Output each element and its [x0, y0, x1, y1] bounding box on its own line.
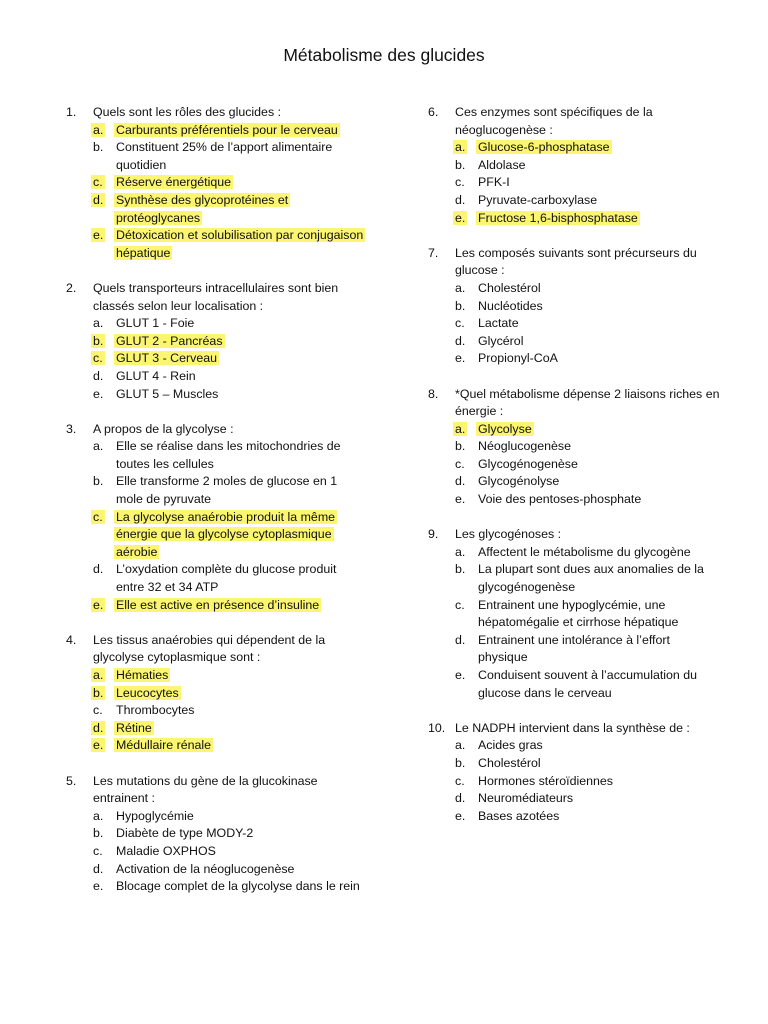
- option-label: PFK-I: [478, 175, 510, 190]
- right-column: [428, 104, 720, 843]
- answer-option: [66, 174, 366, 192]
- answer-option: [428, 773, 720, 791]
- question-header: [66, 280, 366, 315]
- option-letter-text: a.: [93, 808, 104, 823]
- answer-option: [66, 473, 366, 508]
- option-text: [478, 280, 720, 298]
- question-number: 1.: [66, 105, 77, 119]
- answer-option: [428, 544, 720, 562]
- option-text: [478, 350, 720, 368]
- option-letter: [428, 421, 478, 439]
- question-block: [66, 632, 366, 755]
- option-text: [478, 157, 720, 175]
- option-letter-text: d.: [93, 368, 104, 383]
- highlighted-answer: Hématies: [116, 668, 169, 682]
- answer-option: [428, 280, 720, 298]
- answer-option: [428, 561, 720, 596]
- option-text: [116, 333, 366, 351]
- option-letter-text: a.: [455, 544, 466, 559]
- option-letter-text: d.: [455, 333, 466, 348]
- question-block: [66, 421, 366, 615]
- question-number: 9.: [428, 527, 439, 542]
- option-label: Constituent 25% de l’apport alimentaire quotidien: [116, 140, 333, 172]
- option-letter-text: a.: [455, 421, 466, 436]
- option-label: Bases azotées: [478, 808, 560, 823]
- option-label: Thrombocytes: [116, 703, 195, 718]
- highlighted-answer: Rétine: [116, 720, 152, 735]
- option-letter: [428, 174, 478, 192]
- option-letter: [428, 790, 478, 808]
- option-letter: [428, 632, 478, 667]
- option-letter: [66, 597, 116, 615]
- highlighted-answer: Carburants préférentiels pour le cerveau: [116, 122, 338, 137]
- question-text: A propos de la glycolyse :: [93, 421, 234, 436]
- option-label: Acides gras: [478, 738, 543, 753]
- option-label: Pyruvate-carboxylase: [478, 192, 598, 207]
- option-letter-text: a.: [455, 140, 466, 155]
- answer-option: [66, 737, 366, 755]
- option-text: [116, 561, 366, 596]
- option-letter-text: e.: [455, 668, 466, 682]
- answer-option: [66, 861, 366, 879]
- option-label: Elle se réalise dans les mitochondries de toutes les cellules: [116, 439, 341, 471]
- option-text: [478, 773, 720, 791]
- option-letter-text: d.: [93, 562, 104, 577]
- option-letter-text: b.: [93, 140, 104, 155]
- option-letter: [428, 192, 478, 210]
- highlighted-answer: Synthèse des glycoprotéines et protéoglycanes: [116, 192, 289, 225]
- option-text: [478, 491, 720, 509]
- answer-option: [66, 597, 366, 615]
- option-label: GLUT 1 - Foie: [116, 316, 195, 331]
- answer-option: [428, 456, 720, 474]
- option-letter: [428, 737, 478, 755]
- page-title: Métabolisme des glucides: [283, 45, 485, 65]
- option-letter: [66, 720, 116, 738]
- option-label: Néoglucogenèse: [478, 439, 572, 454]
- answer-option: [428, 491, 720, 509]
- option-letter: [66, 333, 116, 351]
- option-text: [116, 139, 366, 174]
- question-number: 2.: [66, 280, 77, 295]
- option-letter-text: b.: [455, 562, 466, 577]
- answer-option: [428, 315, 720, 333]
- option-text: [478, 667, 720, 702]
- option-label: Entrainent une hypoglycémie, une hépatomégalie et cirrhose hépatique: [478, 597, 679, 630]
- option-letter-text: a.: [93, 316, 104, 331]
- question-number: 3.: [66, 421, 77, 436]
- left-column: [66, 104, 366, 913]
- answer-option: [66, 438, 366, 473]
- answer-option: [428, 350, 720, 368]
- option-letter-text: c.: [93, 843, 103, 858]
- question-header: [428, 720, 720, 738]
- option-letter: [66, 509, 116, 562]
- question-block: [66, 104, 366, 262]
- option-letter: [428, 157, 478, 175]
- option-label: Activation de la néoglucogenèse: [116, 861, 295, 876]
- question-text: Le NADPH intervient dans la synthèse de :: [455, 720, 690, 735]
- answer-option: [428, 632, 720, 667]
- option-letter: [428, 667, 478, 702]
- question-text: Les tissus anaérobies qui dépendent de la glycolyse cytoplasmique sont :: [93, 632, 326, 665]
- option-letter-text: e.: [93, 879, 104, 894]
- option-letter-text: e.: [93, 597, 104, 612]
- option-letter-text: a.: [455, 738, 466, 753]
- option-letter: [428, 350, 478, 368]
- question-number: 8.: [428, 386, 439, 401]
- option-letter: [66, 386, 116, 404]
- answer-option: [66, 139, 366, 174]
- option-text: [478, 808, 720, 826]
- question-block: [428, 526, 720, 702]
- answer-option: [428, 597, 720, 632]
- answer-option: [66, 227, 366, 262]
- option-letter-text: c.: [455, 773, 465, 788]
- option-letter: [66, 139, 116, 174]
- option-letter-text: b.: [455, 755, 466, 770]
- answer-option: [66, 561, 366, 596]
- highlighted-answer: Détoxication et solubilisation par conjugaison hépatique: [116, 228, 364, 260]
- option-label: Cholestérol: [478, 280, 541, 295]
- answer-option: [428, 157, 720, 175]
- answer-option: [66, 386, 366, 404]
- option-letter-text: d.: [455, 791, 466, 806]
- question-block: [428, 386, 720, 509]
- option-letter: [66, 702, 116, 720]
- option-text: [478, 333, 720, 351]
- option-label: Conduisent souvent à l’accumulation du glucose dans le cerveau: [478, 668, 698, 700]
- question-text: Quels sont les rôles des glucides :: [93, 105, 282, 119]
- option-letter-text: a.: [93, 439, 104, 454]
- option-letter-text: c.: [455, 316, 465, 331]
- option-text: [116, 597, 366, 615]
- option-text: [478, 544, 720, 562]
- option-text: [478, 561, 720, 596]
- option-text: [116, 386, 366, 404]
- option-text: [478, 737, 720, 755]
- option-letter: [428, 298, 478, 316]
- option-text: [478, 632, 720, 667]
- highlighted-answer: Fructose 1,6-bisphosphatase: [478, 210, 638, 225]
- highlighted-answer: Glucose-6-phosphatase: [478, 140, 610, 155]
- option-letter: [66, 843, 116, 861]
- answer-option: [66, 333, 366, 351]
- answer-option: [428, 421, 720, 439]
- option-label: Affectent le métabolisme du glycogène: [478, 544, 691, 559]
- option-letter: [66, 878, 116, 896]
- option-letter-text: d.: [455, 632, 466, 647]
- answer-option: [428, 790, 720, 808]
- question-text: Les mutations du gène de la glucokinase entrainent :: [93, 773, 318, 806]
- option-letter: [428, 438, 478, 456]
- answer-option: [428, 139, 720, 157]
- option-letter: [428, 473, 478, 491]
- option-letter-text: b.: [93, 685, 104, 700]
- option-text: [478, 597, 720, 632]
- answer-option: [428, 473, 720, 491]
- option-letter-text: e.: [93, 386, 104, 401]
- question-header: [66, 104, 366, 122]
- option-letter: [66, 122, 116, 140]
- question-header: [66, 421, 366, 439]
- option-letter: [66, 350, 116, 368]
- option-text: [116, 122, 366, 140]
- option-text: [116, 825, 366, 843]
- answer-option: [66, 122, 366, 140]
- option-label: Glycogénogenèse: [478, 456, 578, 471]
- option-letter-text: d.: [93, 192, 104, 207]
- option-letter: [428, 333, 478, 351]
- option-letter: [66, 685, 116, 703]
- option-text: [116, 174, 366, 192]
- option-letter: [66, 861, 116, 879]
- option-letter-text: e.: [455, 210, 466, 225]
- option-letter: [66, 808, 116, 826]
- question-header: [428, 526, 720, 544]
- option-letter-text: d.: [455, 192, 466, 207]
- question-header: [66, 632, 366, 667]
- answer-option: [428, 192, 720, 210]
- option-letter: [66, 174, 116, 192]
- highlighted-answer: Médullaire rénale: [116, 738, 212, 753]
- option-letter-text: b.: [455, 439, 466, 454]
- option-label: Glycérol: [478, 333, 524, 348]
- option-text: [478, 139, 720, 157]
- option-text: [478, 174, 720, 192]
- option-text: [478, 210, 720, 228]
- option-letter: [428, 808, 478, 826]
- option-text: [478, 192, 720, 210]
- option-label: GLUT 5 – Muscles: [116, 386, 219, 401]
- option-label: Propionyl-CoA: [478, 351, 558, 366]
- option-label: Entrainent une intolérance à l’effort physique: [478, 632, 670, 665]
- option-letter-text: c.: [93, 351, 103, 366]
- highlighted-answer: GLUT 3 - Cerveau: [116, 351, 218, 366]
- answer-option: [428, 298, 720, 316]
- highlighted-answer: La glycolyse anaérobie produit la même énergie que la glycolyse cytoplasmique aérobie: [116, 509, 336, 559]
- highlighted-answer: Glycolyse: [478, 421, 532, 436]
- option-letter-text: c.: [93, 509, 103, 524]
- option-text: [116, 315, 366, 333]
- option-label: Blocage complet de la glycolyse dans le rein: [116, 879, 360, 894]
- option-letter-text: d.: [93, 720, 104, 735]
- option-text: [478, 755, 720, 773]
- answer-option: [428, 438, 720, 456]
- answer-option: [66, 720, 366, 738]
- highlighted-answer: Leucocytes: [116, 685, 179, 700]
- question-text: Ces enzymes sont spécifiques de la néoglucogenèse :: [455, 105, 653, 137]
- option-text: [116, 368, 366, 386]
- question-header: [66, 773, 366, 808]
- question-number: 7.: [428, 245, 439, 260]
- question-header: [428, 245, 720, 280]
- option-label: Elle transforme 2 moles de glucose en 1 mole de pyruvate: [116, 474, 338, 507]
- answer-option: [66, 192, 366, 227]
- option-letter: [66, 473, 116, 508]
- option-text: [116, 685, 366, 703]
- question-text: *Quel métabolisme dépense 2 liaisons riches en énergie :: [455, 386, 720, 419]
- question-block: [428, 720, 720, 826]
- answer-option: [428, 667, 720, 702]
- option-text: [116, 192, 366, 227]
- option-letter-text: e.: [93, 228, 104, 243]
- option-label: Hormones stéroïdiennes: [478, 773, 613, 788]
- option-letter: [66, 227, 116, 262]
- question-header: [428, 104, 720, 139]
- option-letter-text: e.: [455, 351, 466, 366]
- option-letter-text: b.: [455, 298, 466, 313]
- answer-option: [66, 685, 366, 703]
- option-letter: [66, 368, 116, 386]
- question-block: [66, 773, 366, 896]
- option-letter: [428, 315, 478, 333]
- answer-option: [428, 210, 720, 228]
- option-letter-text: b.: [93, 333, 104, 348]
- highlighted-answer: Réserve énergétique: [116, 175, 232, 190]
- option-text: [116, 438, 366, 473]
- question-number: 6.: [428, 105, 439, 119]
- option-letter-text: e.: [455, 808, 466, 823]
- option-text: [478, 298, 720, 316]
- option-text: [478, 421, 720, 439]
- option-text: [478, 473, 720, 491]
- answer-option: [66, 825, 366, 843]
- option-text: [116, 473, 366, 508]
- option-text: [116, 843, 366, 861]
- option-label: GLUT 4 - Rein: [116, 368, 196, 383]
- option-text: [478, 790, 720, 808]
- option-label: Neuromédiateurs: [478, 791, 574, 806]
- option-letter-text: a.: [93, 122, 104, 137]
- option-label: Diabète de type MODY-2: [116, 826, 254, 841]
- option-letter: [428, 210, 478, 228]
- answer-option: [428, 808, 720, 826]
- answer-option: [66, 667, 366, 685]
- answer-option: [66, 878, 366, 896]
- question-header: [428, 386, 720, 421]
- option-letter: [66, 192, 116, 227]
- option-letter: [66, 667, 116, 685]
- option-letter: [428, 773, 478, 791]
- option-letter: [66, 825, 116, 843]
- option-letter: [428, 456, 478, 474]
- option-label: Nucléotides: [478, 298, 543, 313]
- option-text: [116, 227, 366, 262]
- option-letter: [428, 280, 478, 298]
- option-text: [116, 737, 366, 755]
- option-letter: [66, 315, 116, 333]
- option-letter: [66, 438, 116, 473]
- option-label: Voie des pentoses-phosphate: [478, 492, 642, 507]
- answer-option: [428, 333, 720, 351]
- option-letter-text: c.: [455, 597, 465, 612]
- answer-option: [428, 737, 720, 755]
- option-text: [478, 456, 720, 474]
- option-letter: [428, 544, 478, 562]
- option-label: L’oxydation complète du glucose produit entre 32 et 34 ATP: [116, 562, 337, 595]
- answer-option: [428, 174, 720, 192]
- option-text: [116, 667, 366, 685]
- option-letter: [428, 561, 478, 596]
- option-label: Maladie OXPHOS: [116, 843, 216, 858]
- option-label: Cholestérol: [478, 755, 541, 770]
- answer-option: [428, 755, 720, 773]
- option-text: [116, 720, 366, 738]
- answer-option: [66, 808, 366, 826]
- option-letter-text: b.: [93, 474, 104, 489]
- option-letter-text: d.: [93, 861, 104, 876]
- option-text: [116, 861, 366, 879]
- highlighted-answer: Elle est active en présence d’insuline: [116, 597, 320, 612]
- option-letter: [428, 491, 478, 509]
- option-letter-text: b.: [455, 157, 466, 172]
- option-letter: [66, 561, 116, 596]
- option-text: [478, 438, 720, 456]
- option-label: Lactate: [478, 316, 519, 331]
- answer-option: [66, 509, 366, 562]
- highlighted-answer: GLUT 2 - Pancréas: [116, 333, 223, 348]
- option-letter-text: c.: [93, 175, 103, 190]
- option-letter-text: d.: [455, 474, 466, 489]
- answer-option: [66, 702, 366, 720]
- question-number: 4.: [66, 632, 77, 647]
- option-letter: [428, 139, 478, 157]
- option-letter-text: c.: [455, 175, 465, 190]
- option-letter-text: a.: [455, 280, 466, 295]
- option-label: Aldolase: [478, 157, 526, 172]
- option-letter-text: c.: [455, 456, 465, 471]
- option-letter-text: a.: [93, 668, 104, 682]
- question-text: Quels transporteurs intracellulaires sont bien classés selon leur localisation :: [93, 280, 339, 313]
- option-letter-text: b.: [93, 826, 104, 841]
- option-letter-text: e.: [93, 738, 104, 753]
- option-text: [116, 702, 366, 720]
- option-text: [116, 350, 366, 368]
- answer-option: [66, 315, 366, 333]
- option-letter: [428, 755, 478, 773]
- option-text: [478, 315, 720, 333]
- answer-option: [66, 843, 366, 861]
- option-text: [116, 878, 366, 896]
- option-letter: [428, 597, 478, 632]
- question-block: [66, 280, 366, 403]
- question-text: Les glycogénoses :: [455, 527, 562, 542]
- option-label: Hypoglycémie: [116, 808, 194, 823]
- option-text: [116, 509, 366, 562]
- question-block: [428, 104, 720, 227]
- option-text: [116, 808, 366, 826]
- question-number: 5.: [66, 773, 77, 788]
- question-text: Les composés suivants sont précurseurs du glucose :: [455, 245, 697, 278]
- question-number: 10.: [428, 720, 446, 735]
- answer-option: [66, 350, 366, 368]
- option-label: La plupart sont dues aux anomalies de la glycogénogenèse: [478, 562, 704, 595]
- answer-option: [66, 368, 366, 386]
- option-letter: [66, 737, 116, 755]
- option-letter-text: c.: [93, 703, 103, 718]
- option-label: Glycogénolyse: [478, 474, 560, 489]
- option-letter-text: e.: [455, 492, 466, 507]
- question-block: [428, 245, 720, 368]
